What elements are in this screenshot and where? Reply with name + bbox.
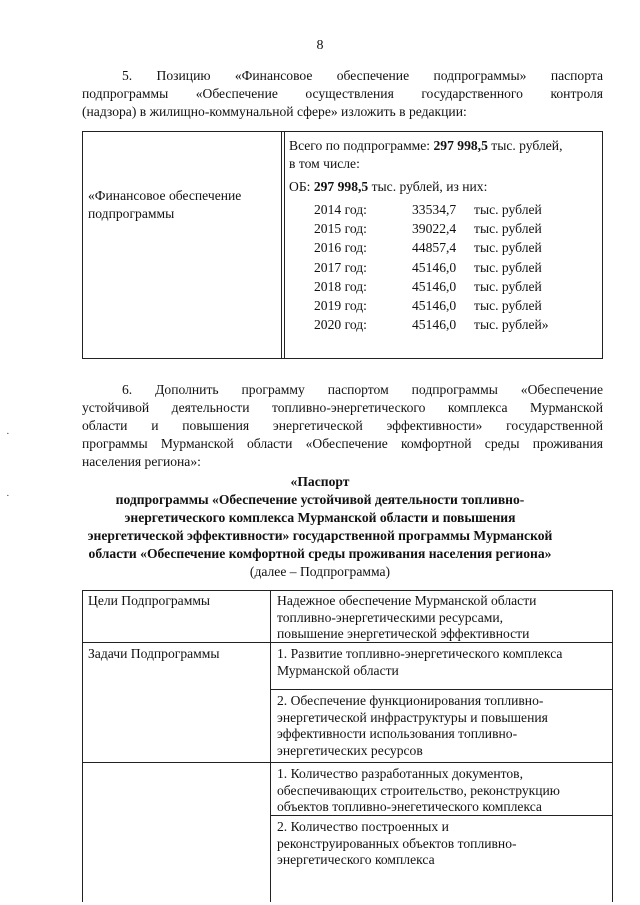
ob-value: 297 998,5 <box>313 179 369 194</box>
year-unit: тыс. рублей <box>474 298 542 313</box>
year-value: 45146,0 <box>412 259 457 275</box>
scan-mark: · <box>6 490 10 502</box>
year-label: 2016 год: <box>314 240 367 256</box>
year-label: 2018 год: <box>314 278 367 294</box>
year-value: 45146,0 <box>412 278 457 294</box>
indicators-label-cell <box>82 762 271 902</box>
total-value: 297 998,5 <box>433 138 488 153</box>
passport-table <box>82 590 613 900</box>
page-number: 8 <box>316 38 324 53</box>
passport-line4: области «Обеспечение комфортной среды проживания населения региона» <box>88 546 552 561</box>
passport-subtitle: (далее – Подпрограмма) <box>249 564 391 579</box>
total-line2: в том числе: <box>289 156 360 171</box>
year-value: 39022,4 <box>412 221 457 237</box>
section6-line4: программы Мурманской области «Обеспечение комфортной среды проживания <box>82 436 603 451</box>
financing-year-row <box>314 219 574 238</box>
indicator1-text: 1. Количество разработанных документов, обеспечивающих строительство, реконструкцию объектов топливно-энегетического комплекса <box>277 766 560 814</box>
section6-line2: устойчивой деятельности топливно-энергетического комплекса Мурманской <box>82 400 603 415</box>
year-value: 45146,0 <box>412 317 457 333</box>
section6-line5: населения региона»: <box>82 454 201 469</box>
financing-year-row <box>314 277 574 296</box>
table-divider <box>284 132 285 358</box>
scan-mark: · <box>6 428 10 440</box>
passport-line2: энергетического комплекса Мурманской области и повышения <box>124 510 516 525</box>
year-unit: тыс. рублей <box>474 240 542 256</box>
section5-line2: подпрограммы «Обеспечение осуществления государственного контроля <box>82 86 603 101</box>
financing-year-row <box>314 296 574 315</box>
indicator2-text: 2. Количество построенных и реконструированных объектов топливно- энергетического комплекса <box>277 819 517 867</box>
section6-line3: области и повышения энергетической эффективности» государственной <box>82 418 603 433</box>
passport-line1: подпрограммы «Обеспечение устойчивой деятельности топливно- <box>115 492 525 507</box>
financing-year-row <box>314 200 574 219</box>
goals-label: Цели Подпрограммы <box>88 593 211 608</box>
table-divider <box>281 132 282 358</box>
goals-text: Надежное обеспечение Мурманской области топливно-энергетическими ресурсами, повышение энергетической эффективности <box>277 593 537 641</box>
year-unit: тыс. рублей» <box>474 317 549 333</box>
section5-line1: 5. Позицию «Финансовое обеспечение подпрограммы» паспорта <box>122 68 603 83</box>
financing-label-cell <box>88 187 241 223</box>
financing-label-line2: подпрограммы <box>88 206 175 221</box>
financing-year-row <box>314 238 574 257</box>
year-label: 2014 год: <box>314 202 367 217</box>
section6-line1: 6. Дополнить программу паспортом подпрограммы «Обеспечение <box>122 382 603 397</box>
year-unit: тыс. рублей <box>474 221 542 237</box>
financing-year-row <box>314 315 574 334</box>
passport-title: «Паспорт <box>290 474 350 489</box>
year-value: 33534,7 <box>412 202 457 217</box>
ob-line: ОБ: 297 998,5 тыс. рублей, из них: <box>289 179 488 194</box>
year-label: 2015 год: <box>314 221 367 237</box>
year-value: 44857,4 <box>412 240 457 256</box>
year-label: 2017 год: <box>314 259 367 275</box>
year-value: 45146,0 <box>412 298 457 313</box>
total-line: Всего по подпрограмме: 297 998,5 тыс. рублей, <box>289 138 563 153</box>
passport-line3: энергетической эффективности» государственной программы Мурманской <box>87 528 553 543</box>
year-unit: тыс. рублей <box>474 278 542 294</box>
year-label: 2020 год: <box>314 317 367 333</box>
task2-text: 2. Обеспечение функционирования топливно- энергетической инфраструктуры и повышения эффективности использования топливно- энергетических ресурсов <box>277 693 548 758</box>
task1-text: 1. Развитие топливно-энергетического комплекса Мурманской области <box>277 646 563 678</box>
year-unit: тыс. рублей <box>474 202 542 217</box>
year-label: 2019 год: <box>314 298 367 313</box>
financing-label-line1: «Финансовое обеспечение <box>88 188 242 203</box>
year-unit: тыс. рублей <box>474 259 542 275</box>
financing-year-row <box>314 258 574 277</box>
section5-line3: (надзора) в жилищно-коммунальной сфере» изложить в редакции: <box>82 104 467 119</box>
tasks-label: Задачи Подпрограммы <box>88 646 220 661</box>
